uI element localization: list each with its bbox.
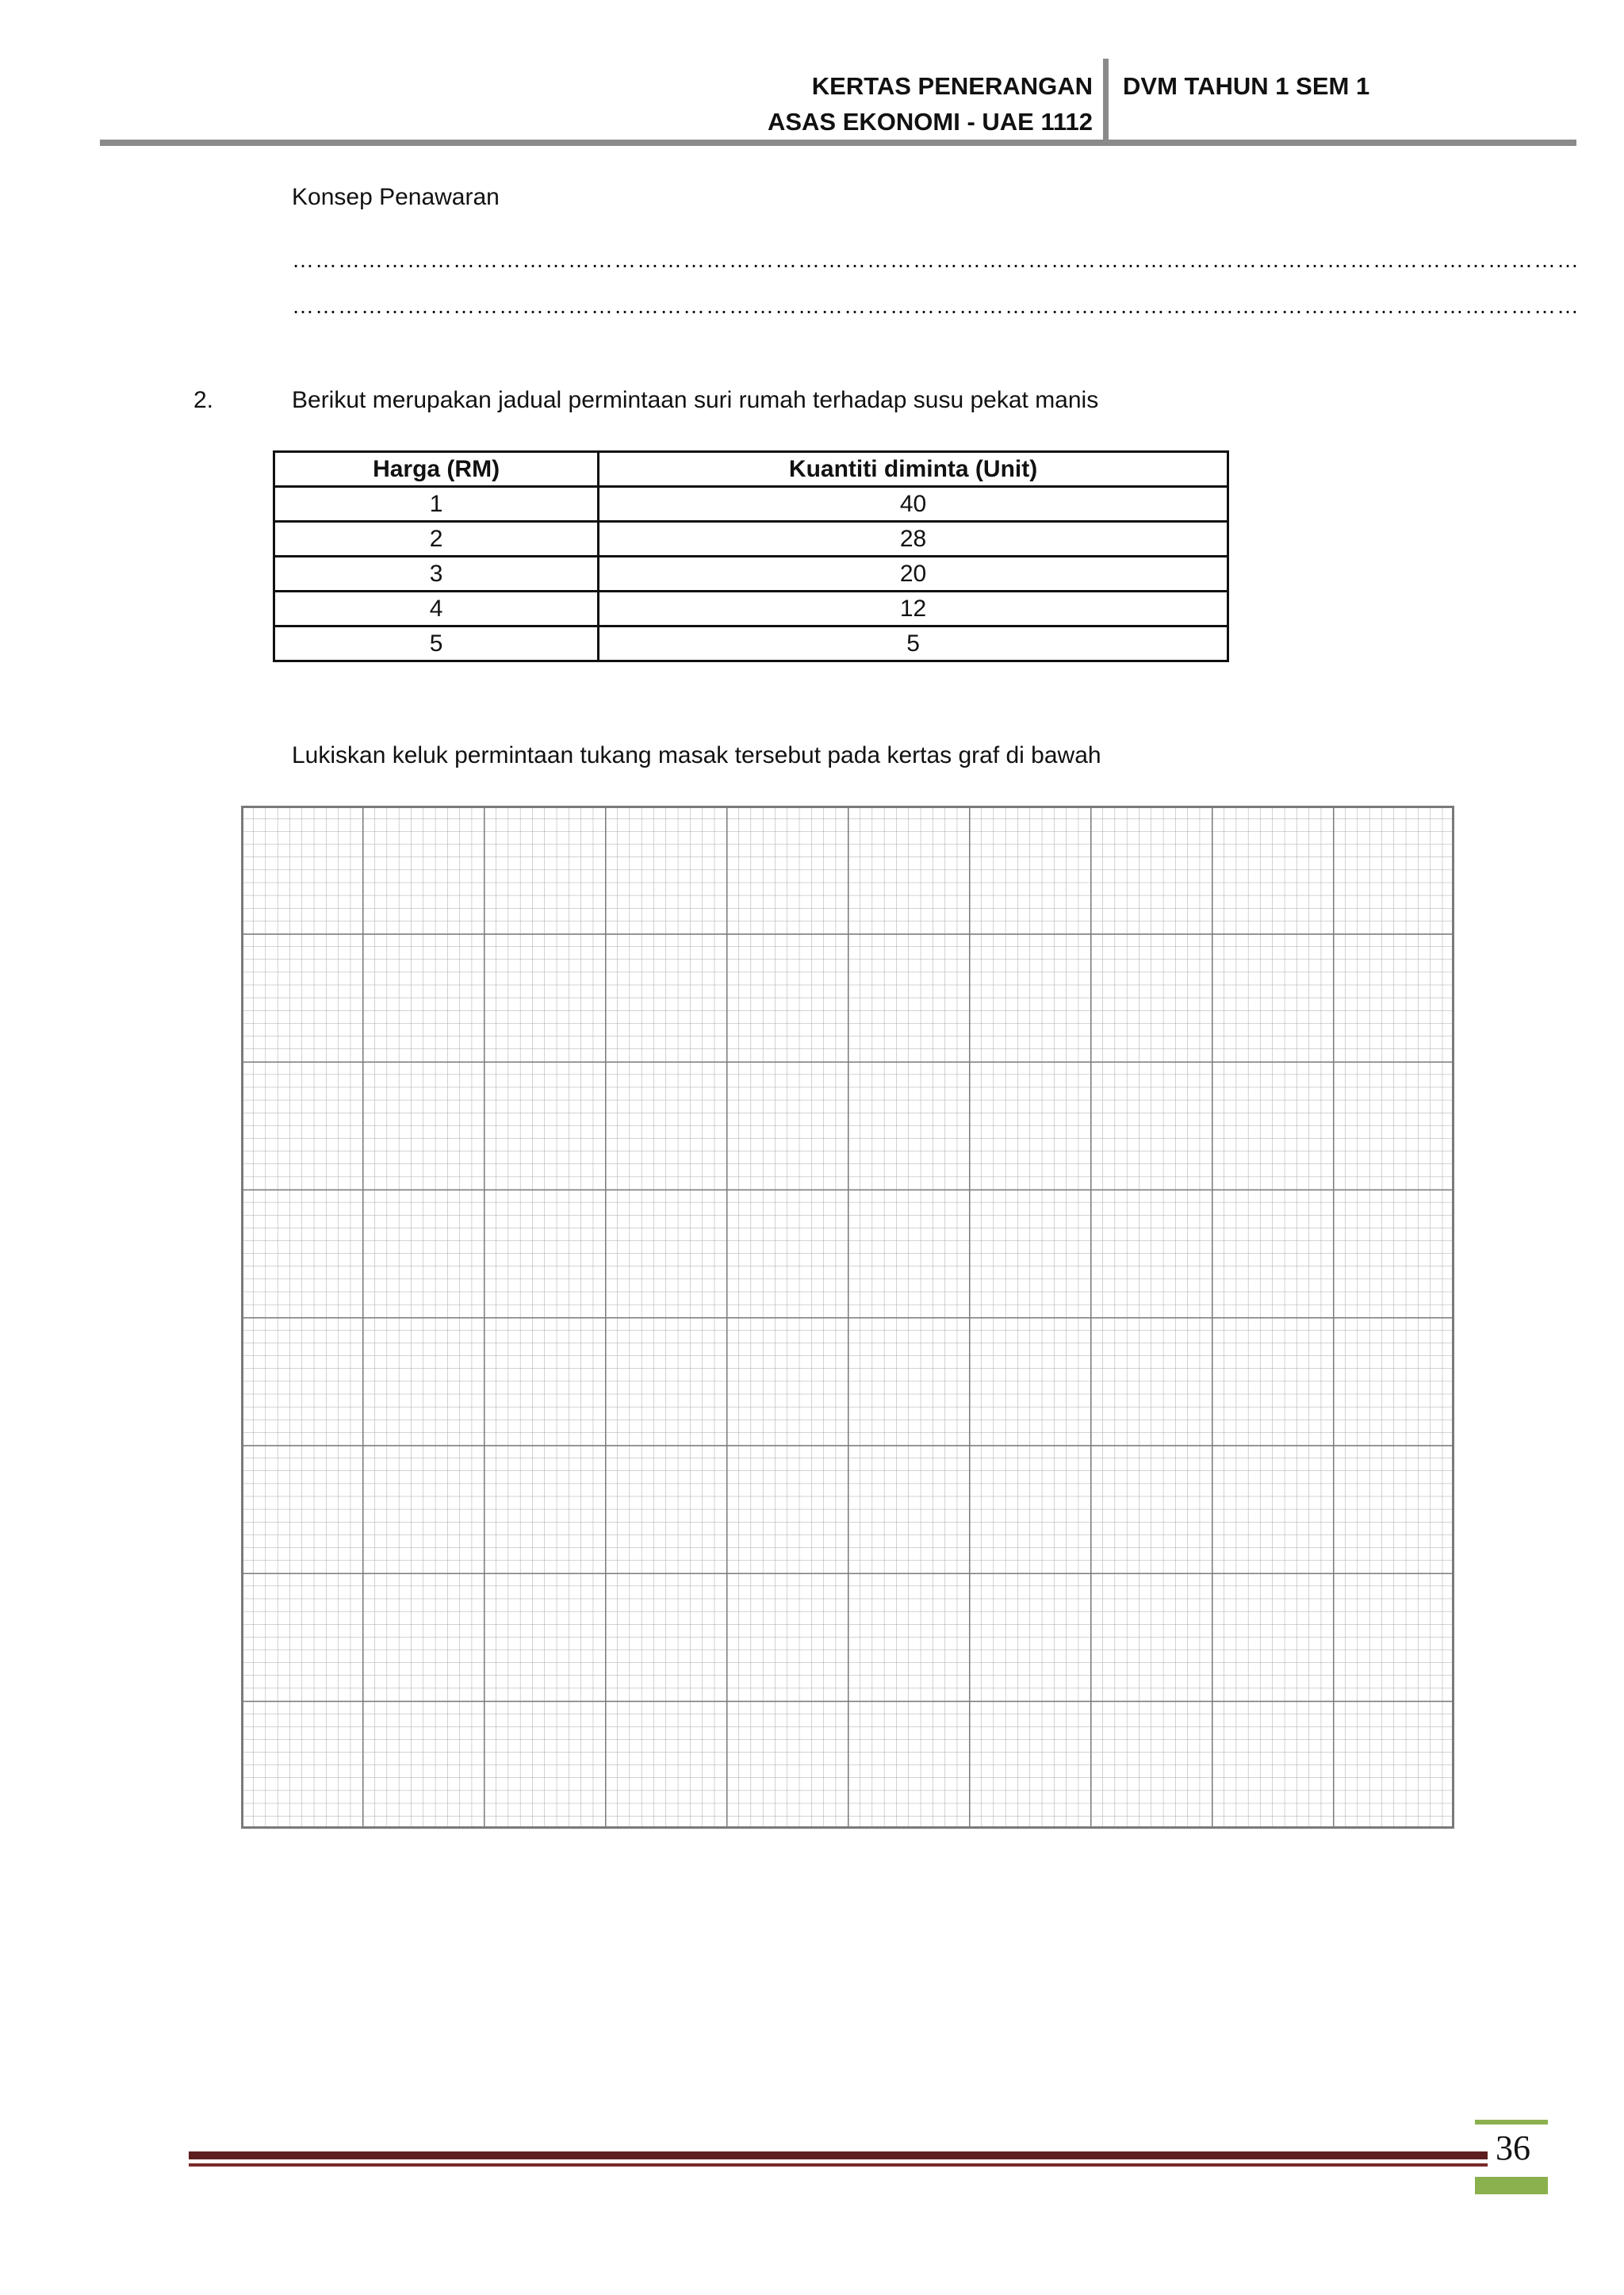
- footer-rule: [189, 2151, 1488, 2159]
- table-cell-price: 3: [274, 557, 599, 592]
- table-row: [274, 522, 1228, 557]
- graph-paper[interactable]: [241, 806, 1454, 1829]
- table-cell-quantity: 40: [599, 487, 1228, 522]
- table-cell-price: 1: [274, 487, 599, 522]
- demand-schedule-table: [273, 450, 1229, 662]
- answer-line-2[interactable]: ……………………………………………………………………………………………………………………………………………………: [292, 293, 1580, 318]
- header-rule: [100, 140, 1576, 146]
- question-number: 2.: [193, 387, 214, 413]
- page-number-accent-bottom: [1475, 2177, 1548, 2194]
- table-row: [274, 557, 1228, 592]
- table-cell-quantity: 5: [599, 626, 1228, 661]
- table-cell-quantity: 12: [599, 592, 1228, 626]
- footer-rule-thin: [189, 2163, 1488, 2167]
- table-row: [274, 487, 1228, 522]
- table-cell-price: 2: [274, 522, 599, 557]
- header-course-code: ASAS EKONOMI - UAE 1112: [767, 108, 1093, 136]
- header-divider: [1103, 59, 1109, 144]
- header-program: DVM TAHUN 1 SEM 1: [1123, 72, 1370, 100]
- answer-line-1[interactable]: ……………………………………………………………………………………………………………………………………………………: [292, 247, 1580, 272]
- graph-instruction: Lukiskan keluk permintaan tukang masak tersebut pada kertas graf di bawah: [292, 742, 1101, 768]
- table-cell-price: 5: [274, 626, 599, 661]
- page-number-accent-top: [1475, 2120, 1548, 2125]
- table-header-quantity: Kuantiti diminta (Unit): [599, 452, 1228, 487]
- table-cell-quantity: 28: [599, 522, 1228, 557]
- header-title: KERTAS PENERANGAN: [811, 72, 1093, 100]
- concept-label: Konsep Penawaran: [292, 184, 500, 210]
- table-cell-price: 4: [274, 592, 599, 626]
- table-row: [274, 592, 1228, 626]
- table-cell-quantity: 20: [599, 557, 1228, 592]
- page-number: 36: [1496, 2128, 1530, 2167]
- table-header-price: Harga (RM): [274, 452, 599, 487]
- table-row: [274, 626, 1228, 661]
- header-course-info: [768, 68, 1093, 140]
- table-header-row: [274, 452, 1228, 487]
- question-text: Berikut merupakan jadual permintaan suri rumah terhadap susu pekat manis: [292, 387, 1099, 413]
